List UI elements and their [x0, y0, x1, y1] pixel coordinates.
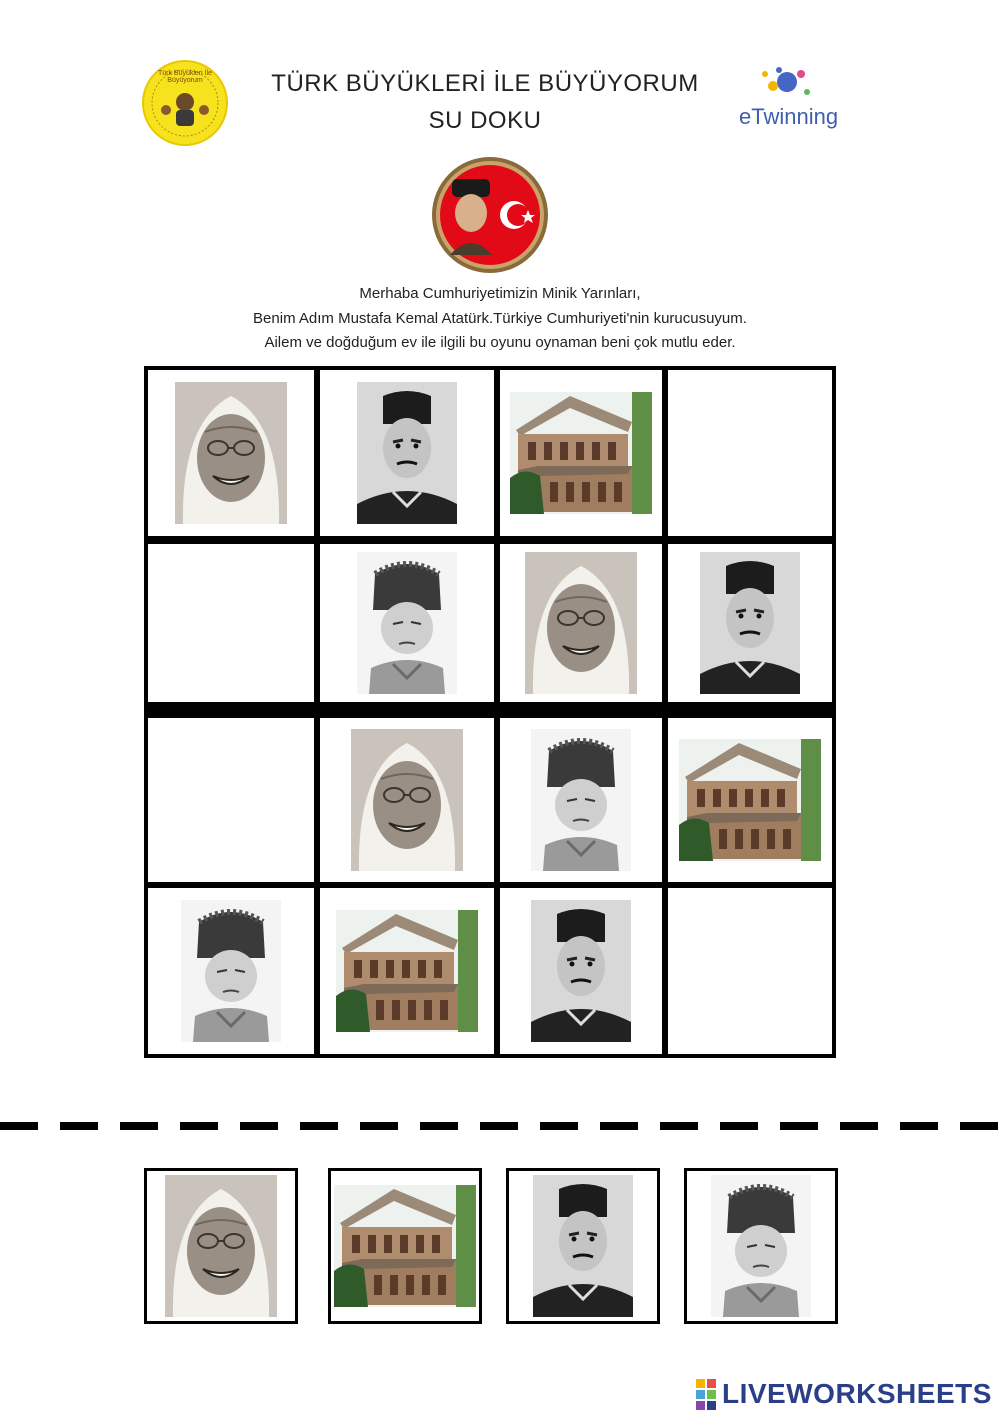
sudoku-cell: [668, 544, 832, 702]
sudoku-cell: [320, 544, 494, 702]
empty-sudoku-cell[interactable]: [668, 888, 832, 1054]
page-subtitle: SU DOKU: [428, 107, 542, 134]
etwinning-logo: [735, 64, 845, 134]
house-photo: [336, 910, 478, 1032]
sudoku-cell: [148, 370, 314, 536]
empty-sudoku-cell[interactable]: [148, 544, 314, 702]
sudoku-cell: [500, 718, 662, 882]
young-ataturk-photo: [357, 382, 457, 524]
intro-line-2: Benim Adım Mustafa Kemal Atatürk.Türkiye Cumhuriyeti'nin kurucusuyum.: [253, 310, 747, 327]
mother-photo: [525, 552, 637, 694]
draggable-piece[interactable]: [328, 1168, 482, 1324]
liveworksheets-brand: LIVEWORKSHEETS: [722, 1378, 992, 1409]
mother-photo: [175, 382, 287, 524]
sudoku-cell: [320, 888, 494, 1054]
house-photo: [334, 1185, 476, 1307]
sudoku-cell: [320, 718, 494, 882]
sudoku-grid: [144, 366, 836, 1058]
sudoku-cell: [668, 718, 832, 882]
ataturk-kalpak-photo: [711, 1175, 811, 1317]
young-ataturk-photo: [700, 552, 800, 694]
draggable-piece[interactable]: [506, 1168, 660, 1324]
house-photo: [510, 392, 652, 514]
sudoku-cell: [500, 888, 662, 1054]
ataturk-kalpak-photo: [357, 552, 457, 694]
sudoku-cell: [148, 888, 314, 1054]
young-ataturk-photo: [533, 1175, 633, 1317]
ataturk-kalpak-photo: [531, 729, 631, 871]
cut-line: [0, 1122, 1000, 1130]
draggable-piece[interactable]: [144, 1168, 298, 1324]
project-logo: [142, 60, 228, 146]
liveworksheets-icon: [696, 1379, 716, 1410]
intro-line-3: Ailem ve doğduğum ev ile ilgili bu oyunu oynaman beni çok mutlu eder.: [264, 334, 736, 351]
ataturk-kalpak-photo: [181, 900, 281, 1042]
page-title: TÜRK BÜYÜKLERİ İLE BÜYÜYORUM: [271, 70, 699, 97]
ataturk-flag-badge: [430, 155, 550, 275]
empty-sudoku-cell[interactable]: [148, 718, 314, 882]
etwinning-text: eTwinning: [739, 104, 839, 129]
logo-ring-text: Türk Büyükleri İle Büyüyorum: [157, 70, 213, 84]
sudoku-cell: [500, 544, 662, 702]
intro-line-1: Merhaba Cumhuriyetimizin Minik Yarınları,: [359, 285, 641, 302]
young-ataturk-photo: [531, 900, 631, 1042]
sudoku-cell: [320, 370, 494, 536]
mother-photo: [351, 729, 463, 871]
sudoku-cell: [500, 370, 662, 536]
draggable-piece[interactable]: [684, 1168, 838, 1324]
empty-sudoku-cell[interactable]: [668, 370, 832, 536]
house-photo: [679, 739, 821, 861]
mother-photo: [165, 1175, 277, 1317]
liveworksheets-logo: [696, 1376, 992, 1412]
